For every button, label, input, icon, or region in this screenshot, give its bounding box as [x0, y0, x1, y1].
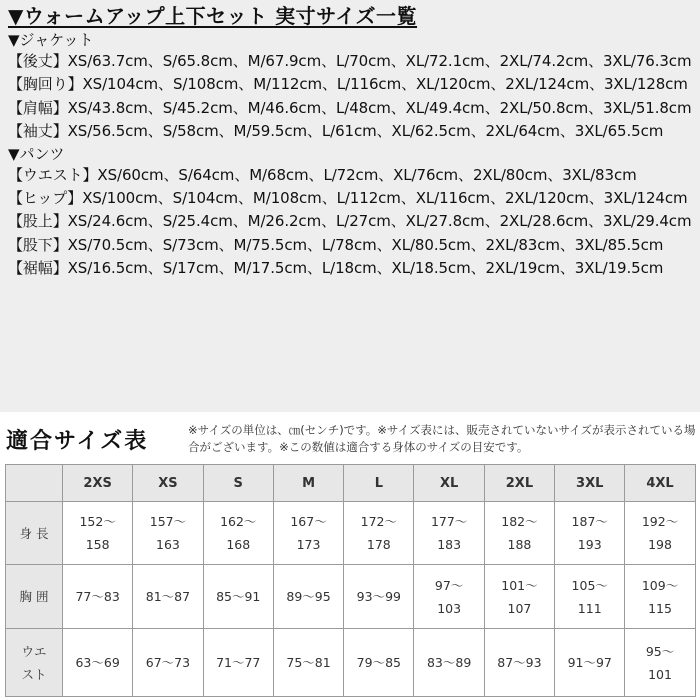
pants-inseam: 【股下】XS/70.5cm、S/73cm、M/75.5cm、L/78cm、XL/80.5cm、2XL/83cm、3XL/85.5cm	[8, 235, 664, 254]
cell-line: 167～	[290, 514, 327, 529]
jacket-heading: ▼ジャケット	[8, 31, 94, 49]
cell-line: 182～	[501, 514, 538, 529]
cell-line: 183	[437, 537, 462, 552]
cell-line: 107	[507, 600, 532, 616]
size-col-3xl: 3XL	[555, 465, 625, 502]
table-cell	[414, 629, 484, 697]
table-cell	[414, 502, 484, 565]
chest-row	[6, 565, 696, 629]
size-col-xs: XS	[133, 465, 203, 502]
size-chart-note: ※サイズの単位は、㎝(センチ)です。※サイズ表には、販売されていないサイズが表示されている場合がございます。※この数値は適合する身体のサイズの目安です。	[188, 423, 696, 454]
pants-rise: 【股上】XS/24.6cm、S/25.4cm、M/26.2cm、L/27cm、XL/27.8cm、2XL/28.6cm、3XL/29.4cm	[8, 212, 692, 231]
size-chart-title: 適合サイズ表	[6, 429, 149, 454]
table-cell	[555, 502, 625, 565]
cell-line: 173	[296, 537, 321, 552]
jacket-shoulder: 【肩幅】XS/43.8cm、S/45.2cm、M/46.6cm、L/48cm、XL/49.4cm、2XL/50.8cm、3XL/51.8cm	[8, 98, 692, 117]
height-row	[6, 502, 696, 565]
table-cell	[133, 565, 203, 629]
cell-line: 188	[507, 537, 532, 552]
table-corner-cell	[6, 465, 63, 502]
cell-line: 101	[648, 666, 672, 682]
cell-line: 75～81	[286, 655, 331, 670]
table-cell	[344, 565, 414, 629]
table-cell	[625, 502, 695, 565]
height-row-label: 身 長	[6, 502, 63, 565]
cell-line: 163	[156, 537, 180, 552]
table-cell	[203, 629, 273, 697]
pants-hip: 【ヒップ】XS/100cm、S/104cm、M/108cm、L/112cm、XL/116cm、2XL/120cm、3XL/124cm	[8, 189, 688, 208]
table-cell	[625, 629, 695, 697]
chest-row-label: 胸 囲	[6, 565, 63, 629]
cell-line: 63～69	[75, 655, 120, 670]
cell-line: 79～85	[356, 655, 401, 670]
table-cell	[273, 565, 343, 629]
table-cell	[273, 502, 343, 565]
table-cell	[133, 629, 203, 697]
table-cell	[203, 565, 273, 629]
cell-line: 193	[577, 537, 602, 552]
cell-line: 97～	[434, 577, 464, 593]
table-cell	[484, 629, 554, 697]
table-cell	[203, 502, 273, 565]
cell-line: スト	[21, 666, 47, 682]
cell-line: 77～83	[75, 589, 120, 604]
table-cell	[344, 502, 414, 565]
size-col-l: L	[344, 465, 414, 502]
cell-line: 178	[366, 537, 391, 552]
pants-hem-width: 【裾幅】XS/16.5cm、S/17cm、M/17.5cm、L/18cm、XL/18.5cm、2XL/19cm、3XL/19.5cm	[8, 259, 664, 278]
cell-line: 83～89	[426, 655, 472, 670]
cell-line: 172～	[360, 514, 398, 529]
jacket-back-length: 【後丈】XS/63.7cm、S/65.8cm、M/67.9cm、L/70cm、XL/72.1cm、2XL/74.2cm、3XL/76.3cm	[8, 52, 692, 70]
jacket-sleeve: 【袖丈】XS/56.5cm、S/58cm、M/59.5cm、L/61cm、XL/62.5cm、2XL/64cm、3XL/65.5cm	[8, 122, 664, 141]
cell-line: 115	[648, 600, 672, 616]
cell-line: 158	[85, 537, 110, 552]
cell-line: 168	[226, 537, 251, 552]
cell-line: 89～95	[286, 589, 331, 604]
pants-waist: 【ウエスト】XS/60cm、S/64cm、M/68cm、L/72cm、XL/76cm、2XL/80cm、3XL/83cm	[8, 165, 637, 184]
cell-line: 85～91	[216, 589, 261, 604]
cell-line: 162～	[220, 514, 257, 529]
table-cell	[63, 502, 133, 565]
table-cell	[63, 629, 133, 697]
cell-line: 187～	[571, 514, 608, 529]
measurement-title: ▼ウォームアップ上下セット 実寸サイズ一覧	[8, 4, 418, 28]
table-cell	[625, 565, 695, 629]
table-cell	[555, 565, 625, 629]
size-col-m: M	[273, 465, 343, 502]
waist-row-label	[6, 629, 63, 697]
cell-line: 71～77	[216, 655, 261, 670]
cell-line: 95～	[645, 643, 675, 659]
cell-line: 192～	[641, 514, 679, 529]
size-header-row	[6, 465, 696, 502]
pants-heading: ▼パンツ	[8, 144, 65, 163]
cell-line: 105～	[571, 577, 608, 593]
table-cell	[273, 629, 343, 697]
waist-row	[6, 629, 696, 697]
cell-line: 87～93	[497, 655, 542, 670]
table-cell	[344, 629, 414, 697]
cell-line: 91～97	[567, 655, 612, 670]
size-col-xl: XL	[414, 465, 484, 502]
cell-line: 103	[437, 600, 462, 616]
cell-line: 152～	[79, 514, 116, 529]
cell-line: 157～	[149, 514, 187, 529]
size-col-2xl: 2XL	[484, 465, 554, 502]
cell-line: 67～73	[145, 655, 191, 670]
size-col-2xs: 2XS	[63, 465, 133, 502]
table-cell	[133, 502, 203, 565]
cell-line: 198	[648, 537, 672, 552]
cell-line: 177～	[430, 514, 468, 529]
table-cell	[484, 502, 554, 565]
cell-line: ウエ	[21, 643, 47, 659]
size-col-s: S	[203, 465, 273, 502]
cell-line: 111	[577, 600, 602, 616]
jacket-chest: 【胸回り】XS/104cm、S/108cm、M/112cm、L/116cm、XL/120cm、2XL/124cm、3XL/128cm	[8, 75, 688, 94]
size-chart-header	[0, 420, 700, 462]
table-cell	[484, 565, 554, 629]
table-cell	[555, 629, 625, 697]
cell-line: 109～	[641, 577, 679, 593]
size-chart-table	[5, 464, 696, 697]
table-cell	[414, 565, 484, 629]
cell-line: 101～	[501, 577, 538, 593]
cell-line: 93～99	[356, 589, 401, 604]
table-cell	[63, 565, 133, 629]
size-col-4xl: 4XL	[625, 465, 695, 502]
cell-line: 81～87	[145, 589, 191, 604]
